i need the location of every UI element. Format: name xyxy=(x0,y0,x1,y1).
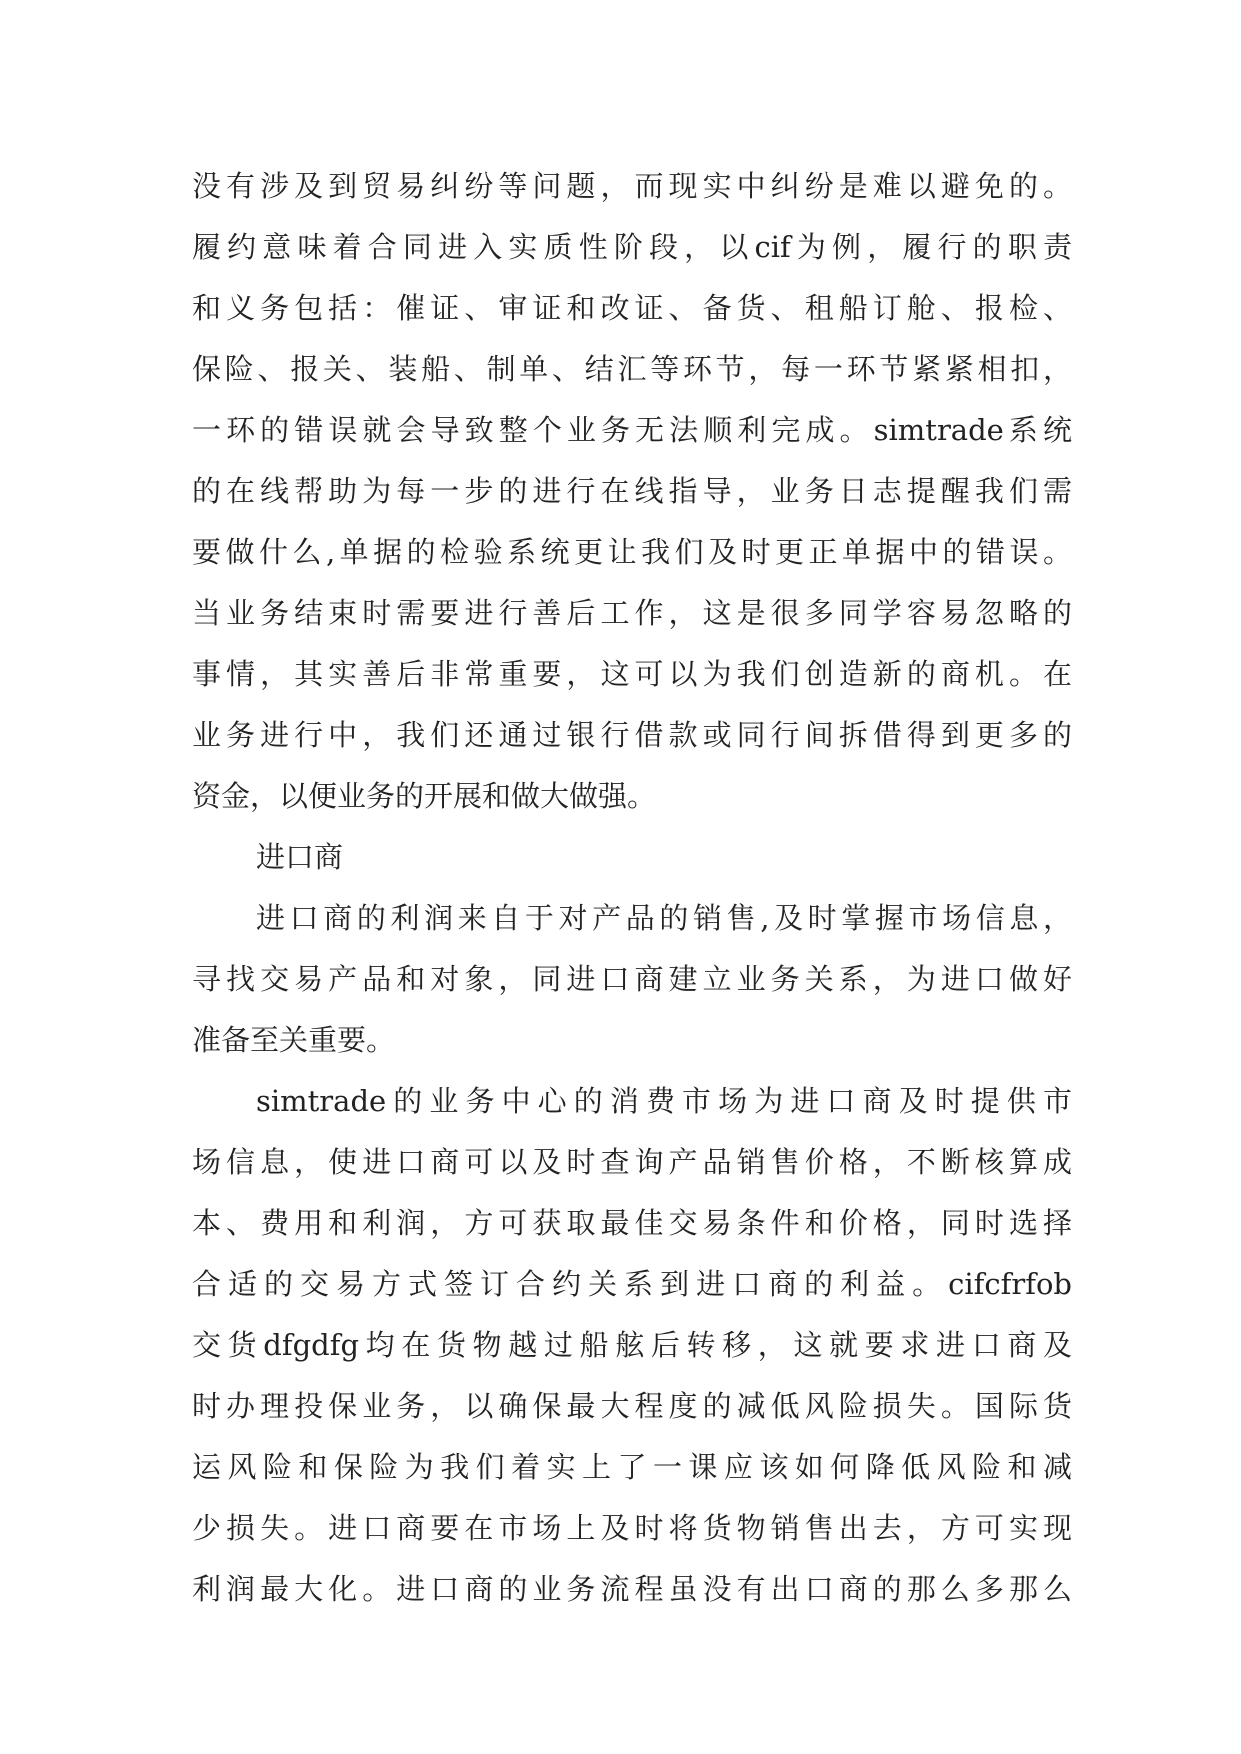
text-line: 的在线帮助为每一步的进行在线指导，业务日志提醒我们需 xyxy=(192,474,1072,508)
text-line: 运风险和保险为我们着实上了一课应该如何降低风险和减 xyxy=(192,1450,1072,1484)
text-line: 少损失。进口商要在市场上及时将货物销售出去，方可实现 xyxy=(192,1511,1072,1545)
text-line: 利润最大化。进口商的业务流程虽没有出口商的那么多那么 xyxy=(192,1572,1072,1606)
document-body xyxy=(192,156,1072,1620)
text-line: 业务进行中，我们还通过银行借款或同行间拆借得到更多的 xyxy=(192,718,1072,752)
text-line: 合适的交易方式签订合约关系到进口商的利益。cifcfrfob xyxy=(192,1267,1072,1301)
text-line: 交货dfgdfg均在货物越过船舷后转移，这就要求进口商及 xyxy=(192,1328,1072,1362)
text-line: 没有涉及到贸易纠纷等问题，而现实中纠纷是难以避免的。 xyxy=(192,169,1072,203)
text-line: 一环的错误就会导致整个业务无法顺利完成。simtrade系统 xyxy=(192,413,1072,447)
section-heading: 进口商 xyxy=(256,840,344,874)
text-line: 履约意味着合同进入实质性阶段，以cif为例，履行的职责 xyxy=(192,230,1072,264)
text-line: 要做什么,单据的检验系统更让我们及时更正单据中的错误。 xyxy=(192,535,1072,569)
text-line: simtrade的业务中心的消费市场为进口商及时提供市 xyxy=(256,1084,1072,1118)
text-line: 和义务包括：催证、审证和改证、备货、租船订舱、报检、 xyxy=(192,291,1072,325)
text-line: 场信息，使进口商可以及时查询产品销售价格，不断核算成 xyxy=(192,1145,1072,1179)
text-line: 当业务结束时需要进行善后工作，这是很多同学容易忽略的 xyxy=(192,596,1072,630)
text-line: 保险、报关、装船、制单、结汇等环节，每一环节紧紧相扣， xyxy=(192,352,1072,386)
text-line: 进口商的利润来自于对产品的销售,及时掌握市场信息， xyxy=(256,901,1072,935)
text-line: 寻找交易产品和对象，同进口商建立业务关系，为进口做好 xyxy=(192,962,1072,996)
text-line: 准备至关重要。 xyxy=(192,1023,396,1057)
text-line: 资金，以便业务的开展和做大做强。 xyxy=(192,779,657,813)
text-line: 本、费用和利润，方可获取最佳交易条件和价格，同时选择 xyxy=(192,1206,1072,1240)
text-line: 时办理投保业务，以确保最大程度的减低风险损失。国际货 xyxy=(192,1389,1072,1423)
text-line: 事情，其实善后非常重要，这可以为我们创造新的商机。在 xyxy=(192,657,1072,691)
